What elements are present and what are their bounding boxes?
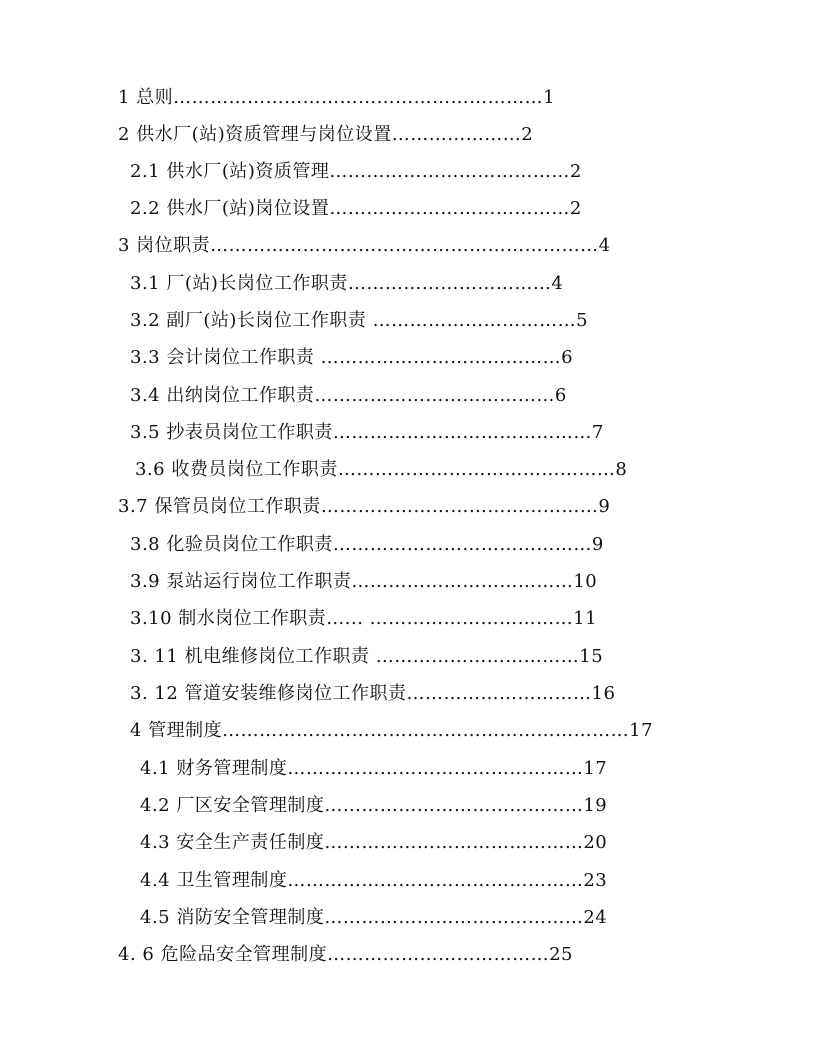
- toc-entry-4-6[interactable]: 4. 6 危险品安全管理制度………………………………25: [118, 944, 573, 965]
- toc-entry-3-1[interactable]: 3.1 厂(站)长岗位工作职责……………………………4: [130, 273, 564, 294]
- toc-entry-4-4[interactable]: 4.4 卫生管理制度…………………………………………23: [140, 870, 608, 891]
- toc-entry-3-5[interactable]: 3.5 抄表员岗位工作职责……………………………………7: [130, 422, 604, 443]
- toc-entry-3-11[interactable]: 3. 11 机电维修岗位工作职责 ……………………………15: [130, 646, 604, 667]
- toc-entry-3-2[interactable]: 3.2 副厂(站)长岗位工作职责 ……………………………5: [130, 310, 589, 331]
- toc-entry-4-1[interactable]: 4.1 财务管理制度…………………………………………17: [140, 758, 608, 779]
- toc-entry-4-3[interactable]: 4.3 安全生产责任制度……………………………………20: [140, 832, 608, 853]
- toc-entry-3-10[interactable]: 3.10 制水岗位工作职责…... ……………………………11: [130, 608, 598, 629]
- toc-entry-4-5[interactable]: 4.5 消防安全管理制度……………………………………24: [140, 907, 608, 928]
- toc-entry-3[interactable]: 3 岗位职责………………………………………………………4: [118, 235, 611, 256]
- toc-entry-4-2[interactable]: 4.2 厂区安全管理制度……………………………………19: [140, 795, 608, 816]
- toc-entry-2[interactable]: 2 供水厂(站)资质管理与岗位设置…………………2: [118, 124, 534, 145]
- toc-entry-4[interactable]: 4 管理制度…………………………………………………………17: [130, 720, 654, 741]
- toc-entry-3-6[interactable]: 3.6 收费员岗位工作职责………………………………………8: [135, 459, 628, 480]
- toc-entry-2-2[interactable]: 2.2 供水厂(站)岗位设置…………………………………2: [130, 198, 582, 219]
- toc-entry-3-8[interactable]: 3.8 化验员岗位工作职责……………………………………9: [130, 534, 604, 555]
- toc-entry-1[interactable]: 1 总则……………………………………………………1: [118, 87, 556, 108]
- toc-entry-3-9[interactable]: 3.9 泵站运行岗位工作职责………………………………10: [130, 571, 598, 592]
- toc-entry-3-4[interactable]: 3.4 出纳岗位工作职责…………………………………6: [130, 385, 567, 406]
- toc-entry-3-3[interactable]: 3.3 会计岗位工作职责 …………………………………6: [130, 347, 574, 368]
- toc-entry-3-7[interactable]: 3.7 保管员岗位工作职责………………………………………9: [118, 496, 611, 517]
- toc-entry-3-12[interactable]: 3. 12 管道安装维修岗位工作职责…………………………16: [130, 683, 616, 704]
- toc-entry-2-1[interactable]: 2.1 供水厂(站)资质管理…………………………………2: [130, 161, 582, 182]
